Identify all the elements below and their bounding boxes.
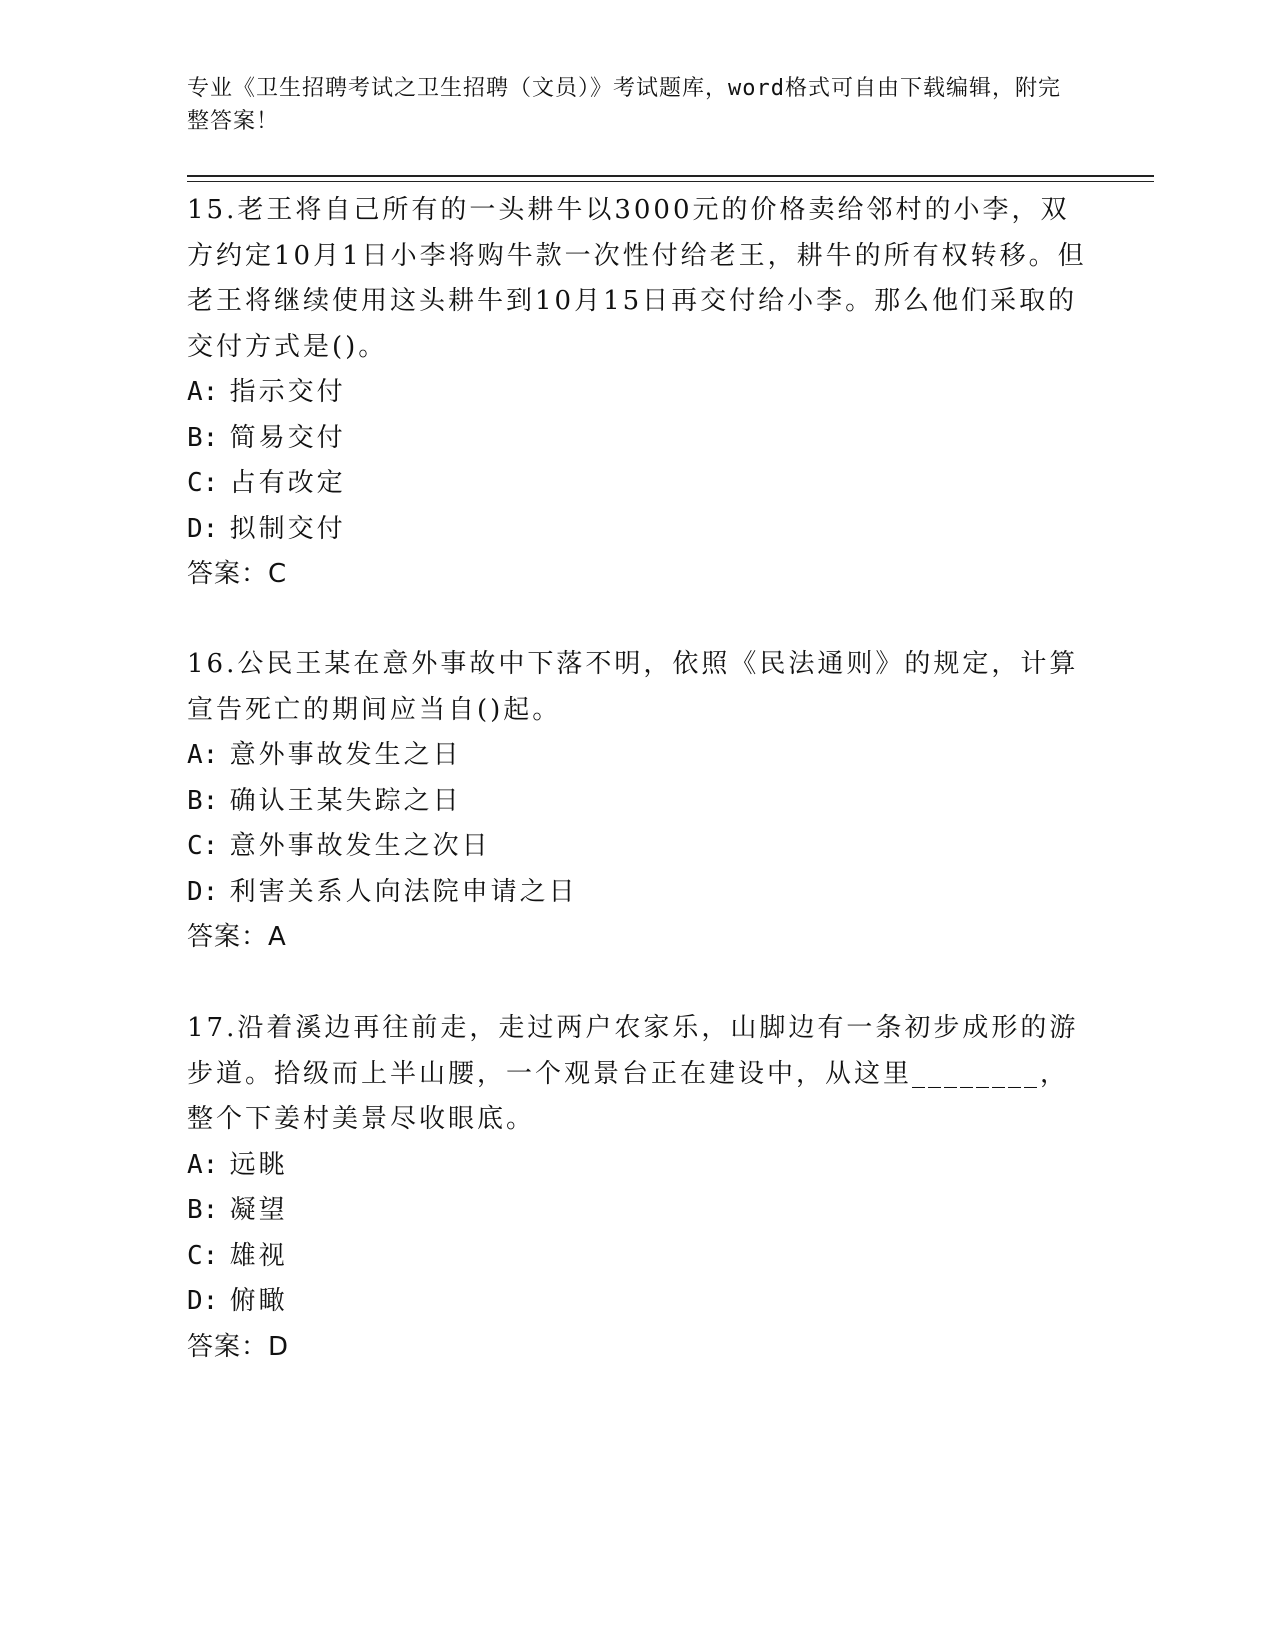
header-text: 专业《卫生招聘考试之卫生招聘（文员）》考试题库，word格式可自由下载编辑，附完整答案！ [187,76,1061,134]
option-c [187,1234,1087,1280]
answer-line: 答案：A [187,922,287,952]
option-letter: B: [187,1195,219,1225]
option-text: 占有改定 [229,468,346,498]
header-divider-thin [187,181,1154,182]
option-text: 确认王某失踪之日 [229,785,462,816]
answer-line: 答案：D [187,1331,290,1362]
question-stem: 16.公民王某在意外事故中下落不明，依照《民法通则》的规定，计算宣告死亡的期间应当自()起。 [187,649,1079,725]
answer-line: 答案：C [187,559,288,589]
option-letter: C: [187,468,219,498]
option-c [187,461,1087,507]
option-letter: C: [187,831,219,861]
option-b [187,1188,1087,1234]
question-16 [187,642,1087,961]
header-divider-thick [187,175,1154,177]
option-d [187,870,1087,916]
option-text: 利害关系人向法院申请之日 [229,876,578,907]
question-17 [187,1006,1087,1370]
option-text: 远眺 [229,1149,288,1180]
option-letter: B: [187,785,219,816]
question-stem: 15.老王将自己所有的一头耕牛以3000元的价格卖给邻村的小李，双方约定10月1日小李将购牛款一次性付给老王，耕牛的所有权转移。但老王将继续使用这头耕牛到10月15日再交付给小李。那么他们采取的交付方式是()。 [187,195,1087,362]
option-text: 指示交付 [229,377,346,407]
option-b [187,416,1087,462]
option-text: 凝望 [229,1195,288,1225]
option-text: 简易交付 [229,422,346,453]
option-text: 意外事故发生之日 [229,740,462,770]
question-15 [187,188,1087,598]
document-header [187,72,1067,138]
option-letter: D: [187,1286,219,1316]
option-letter: B: [187,422,219,453]
option-a [187,1143,1087,1189]
option-letter: A: [187,740,219,770]
option-a [187,370,1087,416]
option-text: 拟制交付 [229,513,346,544]
question-stem: 17.沿着溪边再往前走，走过两户农家乐，山脚边有一条初步成形的游步道。拾级而上半山腰，一个观景台正在建设中，从这里________，整个下姜村美景尽收眼底。 [187,1013,1079,1134]
option-text: 俯瞰 [229,1286,288,1316]
option-c [187,824,1087,870]
option-text: 意外事故发生之次日 [229,831,491,861]
option-a [187,733,1087,779]
option-letter: D: [187,876,219,907]
option-d [187,1279,1087,1325]
option-letter: A: [187,377,219,407]
option-d [187,507,1087,553]
option-letter: D: [187,513,219,544]
option-b [187,779,1087,825]
option-text: 雄视 [229,1240,288,1271]
option-letter: C: [187,1240,219,1271]
option-letter: A: [187,1149,219,1180]
